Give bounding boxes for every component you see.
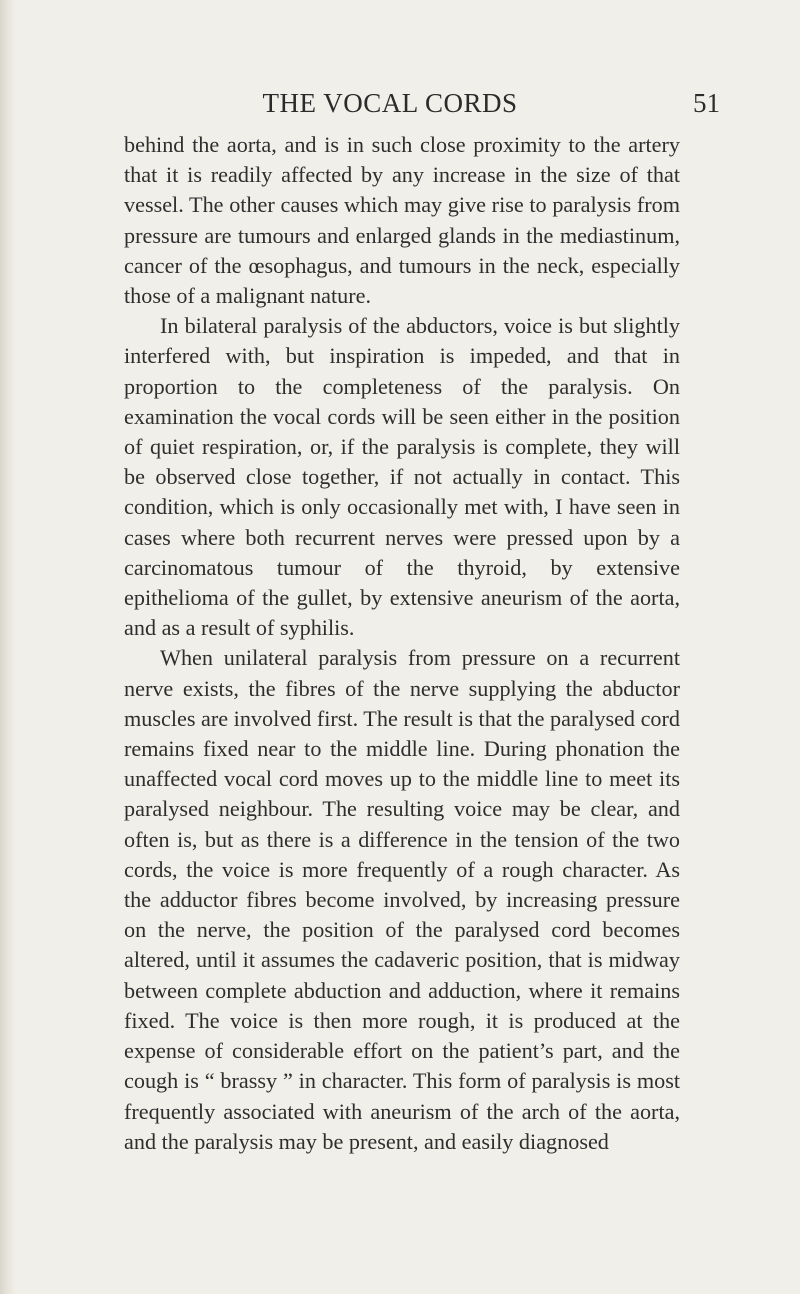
body-text <box>124 130 680 1157</box>
paragraph-bilateral-paralysis: In bilateral paralysis of the abductors, voice is but slightly interfered with, but inspiration is impeded, and that in proportion to the completeness of the paralysis. On examination the vocal cords will be seen either in the position of quiet respiration, or, if the paralysis is complete, they will be observed close together, if not actually in contact. This condition, which is only occasionally met with, I have seen in cases where both recurrent nerves were pressed upon by a carcinomatous tumour of the thyroid, by extensive epithelioma of the gullet, by extensive aneurism of the aorta, and as a result of syphilis. <box>124 313 680 641</box>
running-head: THE VOCAL CORDS <box>262 88 518 118</box>
page-number: 51 <box>693 88 720 118</box>
page-gutter-shadow <box>0 0 16 1294</box>
page-header <box>100 86 720 120</box>
paragraph-continuation: behind the aorta, and is in such close proximity to the artery that it is readily affected by any increase in the size of that vessel. The other causes which may give rise to paralysis from pressure are tumours and enlarged glands in the mediastinum, cancer of the œsophagus, and tumours in the neck, especially those of a malignant nature. <box>124 132 680 309</box>
paragraph-unilateral-paralysis: When unilateral paralysis from pressure on a recurrent nerve exists, the fibres of the nerve supplying the abductor muscles are involved first. The result is that the paralysed cord remains fixed near to the middle line. During phonation the unaffected vocal cord moves up to the middle line to meet its paralysed neighbour. The resulting voice may be clear, and often is, but as there is a difference in the tension of the two cords, the voice is more frequently of a rough character. As the adductor fibres become involved, by increasing pressure on the nerve, the position of the paralysed cord becomes altered, until it assumes the cadaveric position, that is midway between complete abduction and adduction, where it remains fixed. The voice is then more rough, it is produced at the expense of considerable effort on the patient’s part, and the cough is “ brassy ” in character. This form of paralysis is most frequently associated with aneurism of the arch of the aorta, and the paralysis may be present, and easily diagnosed <box>124 645 680 1154</box>
